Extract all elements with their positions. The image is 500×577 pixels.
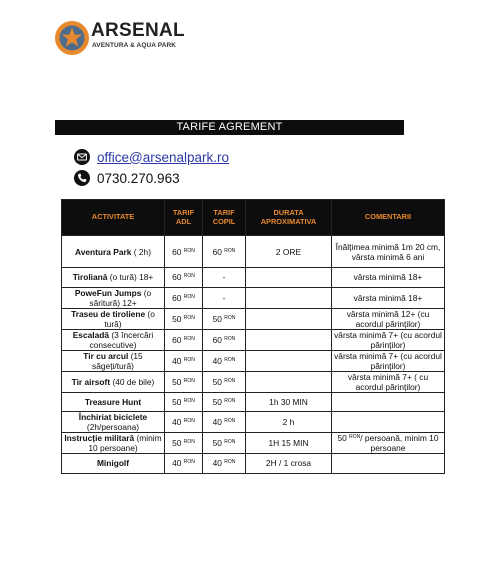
price-copil-cell xyxy=(203,287,246,308)
comment-cell xyxy=(332,308,445,329)
comment-cell xyxy=(332,433,445,454)
table-row xyxy=(62,412,445,433)
price-value: 50 xyxy=(172,376,182,387)
activity-detail: (2h/persoana) xyxy=(86,422,140,433)
duration-cell xyxy=(246,412,332,433)
brand-name: ARSENAL xyxy=(91,20,185,41)
activity-cell xyxy=(62,350,165,371)
currency-label: RON xyxy=(183,377,195,384)
price-copil-cell xyxy=(203,412,246,433)
currency-label: RON xyxy=(224,377,236,384)
tagline-park: PARK xyxy=(157,42,177,49)
col-activitate: ACTIVITATE xyxy=(62,200,165,236)
activity-cell xyxy=(62,308,165,329)
activity-detail: (15 săgeți/tură) xyxy=(92,350,143,371)
price-value: 60 xyxy=(172,292,182,303)
duration-cell xyxy=(246,308,332,329)
table-header-row xyxy=(62,200,445,236)
duration-cell xyxy=(246,371,332,392)
price-value: - xyxy=(222,272,226,283)
price-value: 50 xyxy=(212,396,222,407)
duration-value: 2 h xyxy=(282,417,295,428)
duration-cell xyxy=(246,268,332,288)
arsenal-logo xyxy=(54,20,185,56)
duration-cell xyxy=(246,454,332,474)
duration-cell xyxy=(246,392,332,412)
comment-text: vârsta minimă 18+ xyxy=(353,272,423,283)
price-value: 40 xyxy=(172,355,182,366)
currency-label: RON xyxy=(224,314,236,321)
activity-name: Treasure Hunt xyxy=(84,396,142,407)
comment-cell xyxy=(332,287,445,308)
price-copil-cell xyxy=(203,236,246,268)
price-value: 40 xyxy=(172,458,182,469)
col-durata: DURATA APROXIMATIVA xyxy=(246,200,332,236)
activity-detail: (o tură) xyxy=(104,308,155,329)
tagline-text: AVENTURA & AQUA xyxy=(92,42,156,49)
price-copil-cell xyxy=(203,329,246,350)
activity-cell xyxy=(62,433,165,454)
comment-cell xyxy=(332,412,445,433)
price-copil-cell xyxy=(203,433,246,454)
phone-contact xyxy=(74,169,180,187)
price-copil-cell xyxy=(203,268,246,288)
comment-text: vârsta minimă 7+ ( cu acordul părinților) xyxy=(347,371,429,392)
activity-name: Aventura Park xyxy=(74,246,132,257)
duration-value: 1H 15 MIN xyxy=(268,438,309,449)
currency-label: RON xyxy=(183,397,195,404)
comment-text: / persoană, minim 10 persoane xyxy=(360,433,439,454)
activity-cell xyxy=(62,392,165,412)
comment-text: vârsta minimă 18+ xyxy=(353,292,423,303)
currency-label: RON xyxy=(224,397,236,404)
activity-name: Escaladă xyxy=(72,329,110,340)
comment-cell xyxy=(332,350,445,371)
section-banner: TARIFE AGREMENT xyxy=(55,120,404,135)
activity-cell xyxy=(62,412,165,433)
currency-label: RON xyxy=(224,247,236,254)
currency-label: RON xyxy=(349,434,361,441)
comment-cell xyxy=(332,371,445,392)
comment-text: Înălțimea minimă 1m 20 cm, vârsta minimă 6 ani xyxy=(335,241,441,262)
currency-label: RON xyxy=(224,439,236,446)
currency-label: RON xyxy=(183,247,195,254)
price-copil-cell xyxy=(203,308,246,329)
activity-detail: ( 2h) xyxy=(131,246,152,257)
duration-cell xyxy=(246,329,332,350)
price-copil-cell xyxy=(203,371,246,392)
price-value: 40 xyxy=(212,417,222,428)
price-adl-cell xyxy=(165,350,203,371)
table-row xyxy=(62,287,445,308)
price-value: 60 xyxy=(172,334,182,345)
currency-label: RON xyxy=(183,439,195,446)
table-row xyxy=(62,371,445,392)
email-link[interactable]: office@arsenalpark.ro xyxy=(97,149,230,165)
table-row xyxy=(62,308,445,329)
tariffs-table xyxy=(61,199,445,474)
price-value: - xyxy=(222,292,226,303)
price-value: 60 xyxy=(212,334,222,345)
price-value: 40 xyxy=(212,355,222,366)
activity-cell xyxy=(62,329,165,350)
currency-label: RON xyxy=(224,335,236,342)
email-contact xyxy=(74,148,229,166)
activity-detail: (40 de bile) xyxy=(110,376,155,387)
currency-label: RON xyxy=(224,459,236,466)
table-row xyxy=(62,392,445,412)
price-value: 50 xyxy=(212,313,222,324)
activity-name: Tir cu arcul xyxy=(83,350,129,361)
activity-detail: (minim 10 persoane) xyxy=(88,433,162,454)
price-value: 50 xyxy=(212,376,222,387)
price-value: 50 xyxy=(212,438,222,449)
activity-name: Tiroliană xyxy=(72,272,108,283)
price-adl-cell xyxy=(165,412,203,433)
currency-label: RON xyxy=(183,314,195,321)
duration-cell xyxy=(246,350,332,371)
table-row xyxy=(62,433,445,454)
currency-label: RON xyxy=(183,335,195,342)
price-adl-cell xyxy=(165,287,203,308)
comment-cell xyxy=(332,268,445,288)
comment-cell xyxy=(332,392,445,412)
price-value: 50 xyxy=(172,396,182,407)
duration-cell xyxy=(246,287,332,308)
comment-cell xyxy=(332,454,445,474)
activity-name: PoweFun Jumps xyxy=(74,287,142,298)
comment-cell xyxy=(332,329,445,350)
phone-number[interactable]: 0730.270.963 xyxy=(97,170,180,186)
activity-cell xyxy=(62,287,165,308)
price-adl-cell xyxy=(165,371,203,392)
price-value: 50 xyxy=(172,313,182,324)
activity-name: Instrucție militară xyxy=(64,433,135,444)
price-value: 60 xyxy=(172,246,182,257)
activity-name: Închiriat biciclete xyxy=(78,412,148,423)
activity-detail: (o tură) 18+ xyxy=(107,272,154,283)
price-adl-cell xyxy=(165,454,203,474)
currency-label: RON xyxy=(183,293,195,300)
activity-cell xyxy=(62,268,165,288)
activity-name: Minigolf xyxy=(96,458,130,469)
currency-label: RON xyxy=(183,418,195,425)
price-adl-cell xyxy=(165,329,203,350)
comment-text: vârsta minimă 7+ (cu acordul părinților) xyxy=(334,350,442,371)
activity-cell xyxy=(62,454,165,474)
activity-detail: (3 încercări consecutive) xyxy=(89,329,154,350)
price-adl-cell xyxy=(165,236,203,268)
price-copil-cell xyxy=(203,392,246,412)
activity-detail: (o săritură) 12+ xyxy=(89,287,152,308)
price-value: 50 xyxy=(172,438,182,449)
phone-icon xyxy=(74,170,90,186)
comment-text: vârsta minimă 12+ (cu acordul părinților) xyxy=(346,308,430,329)
price-adl-cell xyxy=(165,308,203,329)
table-row xyxy=(62,350,445,371)
duration-value: 1h 30 MIN xyxy=(269,396,308,407)
table-row xyxy=(62,454,445,474)
table-row xyxy=(62,329,445,350)
currency-label: RON xyxy=(183,459,195,466)
currency-label: RON xyxy=(183,273,195,280)
price-value: 40 xyxy=(212,458,222,469)
activity-cell xyxy=(62,236,165,268)
col-tarif-copil: TARIF COPIL xyxy=(203,200,246,236)
price-adl-cell xyxy=(165,433,203,454)
duration-cell xyxy=(246,236,332,268)
table-row xyxy=(62,236,445,268)
price-value: 40 xyxy=(172,417,182,428)
duration-value: 2H / 1 crosa xyxy=(265,458,312,469)
price-value: 60 xyxy=(212,246,222,257)
price-adl-cell xyxy=(165,268,203,288)
brand-tagline xyxy=(92,42,176,49)
star-emblem-icon xyxy=(54,20,90,56)
table-row xyxy=(62,268,445,288)
currency-label: RON xyxy=(224,356,236,363)
price-adl-cell xyxy=(165,392,203,412)
activity-name: Traseu de tiroliene xyxy=(71,308,146,319)
col-comentarii: COMENTARII xyxy=(332,200,445,236)
activity-cell xyxy=(62,371,165,392)
duration-value: 2 ORE xyxy=(275,246,302,257)
currency-label: RON xyxy=(224,418,236,425)
comment-cell xyxy=(332,236,445,268)
activity-name: Tir airsoft xyxy=(71,376,111,387)
currency-label: RON xyxy=(183,356,195,363)
price-copil-cell xyxy=(203,350,246,371)
col-tarif-adl: TARIF ADL xyxy=(165,200,203,236)
duration-cell xyxy=(246,433,332,454)
price-copil-cell xyxy=(203,454,246,474)
comment-price: 50 xyxy=(337,433,347,444)
price-value: 60 xyxy=(172,272,182,283)
mail-icon xyxy=(74,149,90,165)
comment-text: vârsta minimă 7+ (cu acordul părinților) xyxy=(334,329,442,350)
